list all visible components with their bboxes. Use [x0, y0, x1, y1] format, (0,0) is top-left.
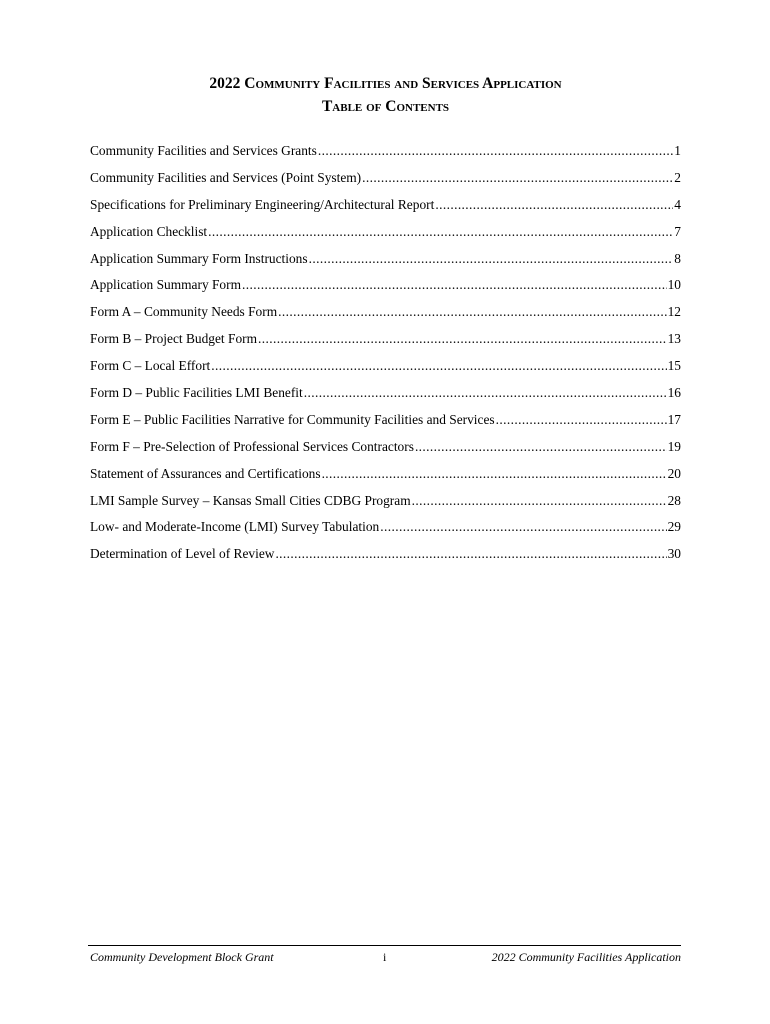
dot-leader — [435, 196, 673, 214]
table-of-contents — [90, 142, 681, 572]
dot-leader — [496, 411, 667, 429]
dot-leader — [309, 250, 674, 268]
toc-entry-label: Community Facilities and Services (Point System) — [90, 169, 362, 185]
dot-leader — [242, 276, 667, 294]
toc-entry-label: Low- and Moderate-Income (LMI) Survey Tabulation — [90, 519, 380, 535]
toc-entry-page: 4 — [674, 196, 681, 212]
toc-entry[interactable] — [90, 142, 681, 169]
toc-entry-label: LMI Sample Survey – Kansas Small Cities CDBG Program — [90, 492, 411, 508]
toc-entry-page: 10 — [667, 277, 681, 293]
toc-entry-page: 8 — [674, 250, 681, 266]
dot-leader — [278, 303, 667, 321]
toc-entry-label: Form C – Local Effort — [90, 358, 211, 374]
toc-entry-label: Specifications for Preliminary Engineering/Architectural Report — [90, 196, 435, 212]
toc-entry-page: 17 — [667, 411, 681, 427]
dot-leader — [362, 169, 673, 187]
dot-leader — [211, 357, 666, 375]
toc-entry-label: Form D – Public Facilities LMI Benefit — [90, 385, 303, 401]
toc-entry-page: 30 — [667, 546, 681, 562]
toc-entry-label: Application Checklist — [90, 223, 208, 239]
toc-entry-page: 29 — [667, 519, 681, 535]
dot-leader — [318, 142, 673, 160]
toc-entry[interactable] — [90, 357, 681, 384]
footer-program-name: Community Development Block Grant — [90, 950, 274, 964]
toc-entry-page: 28 — [667, 492, 681, 508]
toc-entry-page: 20 — [667, 465, 681, 481]
toc-entry-page: 2 — [674, 169, 681, 185]
toc-entry-label: Application Summary Form — [90, 277, 242, 293]
toc-entry-page: 15 — [667, 358, 681, 374]
dot-leader — [275, 545, 666, 563]
document-title — [90, 72, 681, 118]
toc-entry-page: 19 — [667, 438, 681, 454]
toc-entry[interactable] — [90, 169, 681, 196]
toc-entry-label: Form A – Community Needs Form — [90, 304, 278, 320]
toc-entry[interactable] — [90, 223, 681, 250]
toc-entry[interactable] — [90, 518, 681, 545]
toc-entry[interactable] — [90, 196, 681, 223]
toc-entry-page: 1 — [674, 143, 681, 158]
toc-entry-page: 13 — [667, 331, 681, 347]
toc-entry-label: Determination of Level of Review — [90, 546, 275, 562]
toc-entry[interactable] — [90, 330, 681, 357]
toc-entry-label: Form E – Public Facilities Narrative for Community Facilities and Services — [90, 411, 495, 427]
dot-leader — [415, 438, 667, 456]
toc-entry[interactable] — [90, 492, 681, 519]
toc-entry[interactable] — [90, 250, 681, 277]
toc-entry-label: Community Facilities and Services Grants — [90, 143, 317, 158]
title-line-1: 2022 Community Facilities and Services Application — [209, 75, 562, 92]
toc-entry[interactable] — [90, 276, 681, 303]
toc-entry-label: Application Summary Form Instructions — [90, 250, 308, 266]
toc-entry[interactable] — [90, 465, 681, 492]
footer-divider — [88, 945, 681, 946]
toc-entry-page: 7 — [674, 223, 681, 239]
toc-entry[interactable] — [90, 438, 681, 465]
toc-entry[interactable] — [90, 303, 681, 330]
footer-page-number: i — [383, 950, 387, 964]
toc-entry-label: Form B – Project Budget Form — [90, 331, 258, 347]
toc-entry-label: Form F – Pre-Selection of Professional Services Contractors — [90, 438, 414, 454]
dot-leader — [304, 384, 667, 402]
dot-leader — [412, 492, 667, 510]
toc-entry-page: 16 — [667, 385, 681, 401]
toc-entry-label: Statement of Assurances and Certifications — [90, 465, 321, 481]
title-line-2: Table of Contents — [321, 98, 450, 115]
dot-leader — [380, 518, 666, 536]
toc-entry-page: 12 — [667, 304, 681, 320]
toc-entry[interactable] — [90, 411, 681, 438]
dot-leader — [322, 465, 667, 483]
dot-leader — [258, 330, 667, 348]
toc-entry[interactable] — [90, 545, 681, 572]
dot-leader — [208, 223, 673, 241]
toc-entry[interactable] — [90, 384, 681, 411]
footer-document-name: 2022 Community Facilities Application — [491, 950, 681, 964]
